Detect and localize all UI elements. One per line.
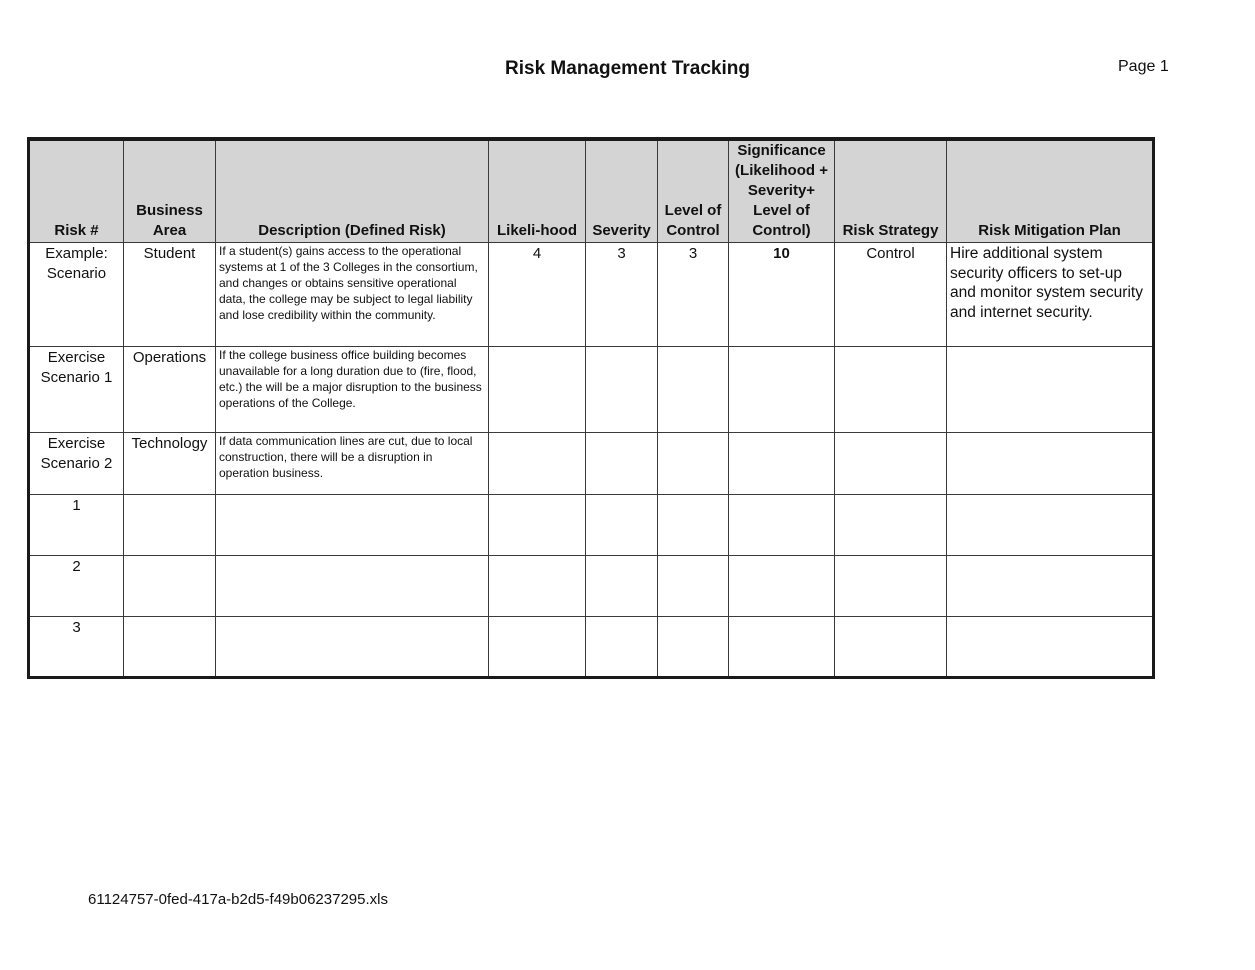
cell-risk-number: 2 xyxy=(29,556,124,617)
page-title: Risk Management Tracking xyxy=(505,58,750,79)
cell-business-area: Technology xyxy=(124,433,216,495)
cell-severity xyxy=(586,617,658,678)
header-row xyxy=(29,139,1154,243)
cell-significance xyxy=(729,495,835,556)
cell-business-area: Student xyxy=(124,243,216,347)
cell-mitigation-plan xyxy=(947,433,1154,495)
header-description: Description (Defined Risk) xyxy=(216,139,489,243)
cell-likelihood: 4 xyxy=(489,243,586,347)
cell-level-of-control xyxy=(658,617,729,678)
cell-description xyxy=(216,617,489,678)
table-row xyxy=(29,495,1154,556)
cell-risk-strategy xyxy=(835,495,947,556)
cell-business-area xyxy=(124,495,216,556)
cell-mitigation-plan xyxy=(947,347,1154,433)
cell-risk-strategy xyxy=(835,347,947,433)
cell-description xyxy=(216,495,489,556)
header-level-of-control: Level of Control xyxy=(658,139,729,243)
cell-risk-number: 1 xyxy=(29,495,124,556)
cell-significance xyxy=(729,347,835,433)
cell-business-area xyxy=(124,556,216,617)
cell-level-of-control xyxy=(658,433,729,495)
table-row xyxy=(29,617,1154,678)
table-row xyxy=(29,556,1154,617)
cell-mitigation-plan xyxy=(947,556,1154,617)
cell-level-of-control xyxy=(658,495,729,556)
header-likelihood: Likeli-hood xyxy=(489,139,586,243)
cell-likelihood xyxy=(489,617,586,678)
header-mitigation-plan: Risk Mitigation Plan xyxy=(947,139,1154,243)
cell-level-of-control xyxy=(658,556,729,617)
cell-severity xyxy=(586,347,658,433)
table-row xyxy=(29,347,1154,433)
cell-risk-number: Example: Scenario xyxy=(29,243,124,347)
cell-business-area xyxy=(124,617,216,678)
table-row xyxy=(29,243,1154,347)
cell-significance xyxy=(729,556,835,617)
header-risk-strategy: Risk Strategy xyxy=(835,139,947,243)
cell-significance: 10 xyxy=(729,243,835,347)
cell-risk-strategy xyxy=(835,556,947,617)
cell-significance xyxy=(729,617,835,678)
cell-description xyxy=(216,556,489,617)
cell-business-area: Operations xyxy=(124,347,216,433)
cell-level-of-control xyxy=(658,347,729,433)
cell-description: If data communication lines are cut, due to local construction, there will be a disruption in operation business. xyxy=(216,433,489,495)
risk-tracking-table xyxy=(27,137,1155,679)
header-significance: Significance (Likelihood + Severity+ Level of Control) xyxy=(729,139,835,243)
cell-likelihood xyxy=(489,433,586,495)
cell-severity xyxy=(586,495,658,556)
cell-significance xyxy=(729,433,835,495)
cell-likelihood xyxy=(489,556,586,617)
cell-mitigation-plan: Hire additional system security officers to set-up and monitor system security and internet security. xyxy=(947,243,1154,347)
cell-description: If the college business office building becomes unavailable for a long duration due to (fire, flood, etc.) the will be a major disruption to the business operations of the College. xyxy=(216,347,489,433)
cell-mitigation-plan xyxy=(947,617,1154,678)
cell-risk-strategy xyxy=(835,433,947,495)
header-severity: Severity xyxy=(586,139,658,243)
cell-likelihood xyxy=(489,347,586,433)
cell-severity xyxy=(586,433,658,495)
cell-risk-number: Exercise Scenario 1 xyxy=(29,347,124,433)
page-number: Page 1 xyxy=(1118,58,1169,75)
cell-severity xyxy=(586,556,658,617)
footer-filename: 61124757-0fed-417a-b2d5-f49b06237295.xls xyxy=(88,891,388,908)
cell-risk-strategy xyxy=(835,617,947,678)
header-business-area: Business Area xyxy=(124,139,216,243)
table-row xyxy=(29,433,1154,495)
cell-severity: 3 xyxy=(586,243,658,347)
cell-level-of-control: 3 xyxy=(658,243,729,347)
cell-likelihood xyxy=(489,495,586,556)
cell-mitigation-plan xyxy=(947,495,1154,556)
cell-risk-number: 3 xyxy=(29,617,124,678)
cell-description: If a student(s) gains access to the operational systems at 1 of the 3 Colleges in the consortium, and changes or obtains sensitive operational data, the college may be subject to legal liability and lose credibility within the community. xyxy=(216,243,489,347)
header-risk-number: Risk # xyxy=(29,139,124,243)
cell-risk-strategy: Control xyxy=(835,243,947,347)
cell-risk-number: Exercise Scenario 2 xyxy=(29,433,124,495)
